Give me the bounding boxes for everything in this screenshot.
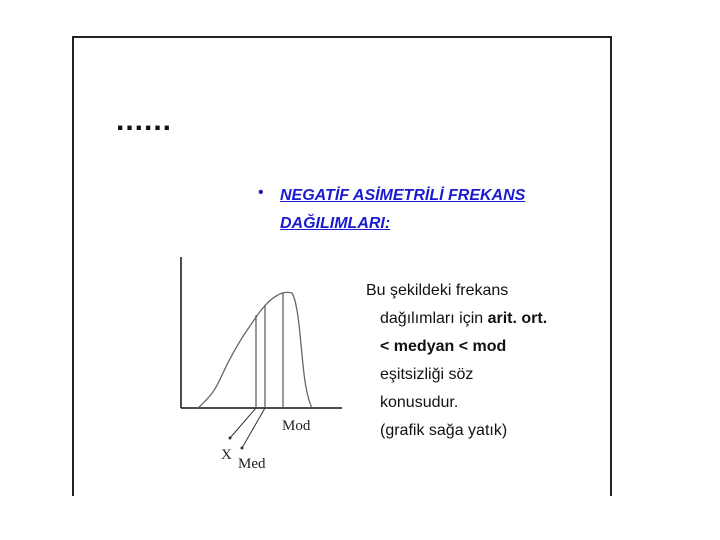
mean-pointer: [230, 408, 256, 438]
description-line4: eşitsizliği söz: [380, 366, 474, 383]
description-line2: [366, 305, 547, 333]
mean-label: X: [221, 447, 232, 463]
median-pointer-dot: [241, 447, 244, 450]
ellipsis-heading: ......: [116, 104, 173, 137]
description-line3-bold: < medyan < mod: [380, 338, 507, 355]
description-line6: (grafik sağa yatık): [380, 422, 508, 439]
description-line2-plain: dağılımları için: [380, 310, 488, 327]
frequency-curve: [198, 292, 312, 408]
bullet-point-icon: •: [258, 184, 264, 201]
bullet-heading: [280, 182, 548, 238]
median-pointer: [242, 408, 265, 448]
description-line1: Bu şekildeki frekans: [366, 282, 509, 299]
bullet-item: [258, 182, 548, 238]
skew-distribution-graph: [170, 255, 350, 475]
description-line5: konusudur.: [380, 394, 459, 411]
mode-label: Mod: [282, 418, 311, 434]
bullet-heading-line2: DAĞILIMLARI:: [280, 215, 391, 232]
median-label: Med: [238, 456, 266, 472]
description-line3: [366, 333, 547, 361]
mean-pointer-dot: [229, 437, 232, 440]
description-text: [366, 277, 547, 445]
description-line2-bold: arit. ort.: [487, 310, 548, 327]
bullet-heading-line1: NEGATİF ASİMETRİLİ FREKANS: [280, 187, 526, 204]
